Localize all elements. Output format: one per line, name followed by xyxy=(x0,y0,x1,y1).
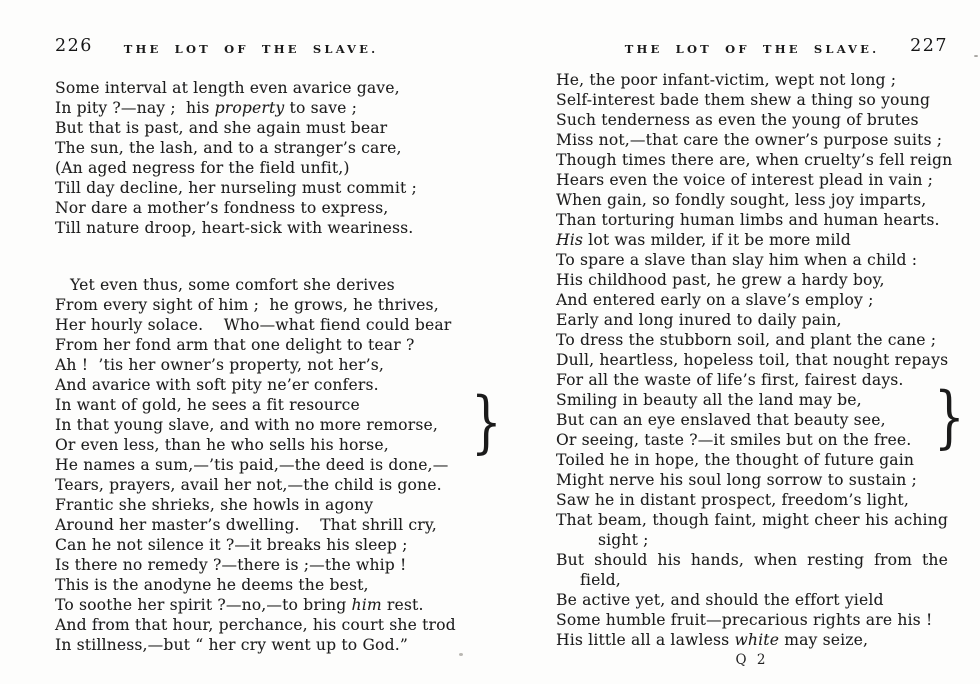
page-right-header xyxy=(556,36,948,60)
scan-speck xyxy=(459,653,463,656)
poem-line: Though times there are, when cruelty’s fell reign xyxy=(556,151,953,169)
page-number-left: 226 xyxy=(55,36,93,56)
poem-line: His little all a lawless white may seize, xyxy=(556,631,869,649)
poem-line: To soothe her spirit ?—no,—to bring him rest. xyxy=(55,596,424,614)
poem-line: Dull, heartless, hopeless toil, that nought repays xyxy=(556,351,949,369)
poem-line: Tears, prayers, avail her not,—the child is gone. xyxy=(55,476,442,494)
poem-line: Such tenderness as even the young of brutes xyxy=(556,111,919,129)
poem-line: From every sight of him ; he grows, he thrives, xyxy=(55,296,439,314)
stanza xyxy=(55,78,483,238)
stanza xyxy=(556,70,965,650)
poem-line: Nor dare a mother’s fondness to express, xyxy=(55,199,389,217)
poem-line: To spare a slave than slay him when a child : xyxy=(556,251,918,269)
poem-line: Yet even thus, some comfort she derives xyxy=(70,276,395,294)
poem-line: When gain, so fondly sought, less joy imparts, xyxy=(556,191,927,209)
poem-line: Till nature droop, heart-sick with weariness. xyxy=(55,219,414,237)
poem-line: The sun, the lash, and to a stranger’s care, xyxy=(55,139,402,157)
stanza xyxy=(55,275,502,655)
poem-line: Or seeing, taste ?—it smiles but on the free. xyxy=(556,431,912,449)
page-right xyxy=(556,36,965,670)
poem-line: Hears even the voice of interest plead in vain ; xyxy=(556,171,934,189)
poem-line: Till day decline, her nurseling must commit ; xyxy=(55,179,417,197)
signature-mark: Q 2 xyxy=(735,652,769,668)
poem-line: He names a sum,—’tis paid,—the deed is done,— xyxy=(55,456,449,474)
page-left xyxy=(55,36,502,655)
poem-line: In pity ?—nay ; his property to save ; xyxy=(55,99,358,117)
poem-line: Some humble fruit—precarious rights are his ! xyxy=(556,611,933,629)
poem-line: To dress the stubborn soil, and plant the cane ; xyxy=(556,331,937,349)
poem-line: Ah ! ’tis her owner’s property, not her’s, xyxy=(55,356,385,374)
poem-line: Saw he in distant prospect, freedom’s light, xyxy=(556,491,909,509)
poem-line: That beam, though faint, might cheer his aching xyxy=(556,511,948,529)
poem-line: But that is past, and she again must bear xyxy=(55,119,388,137)
poem-line: This is the anodyne he deems the best, xyxy=(55,576,369,594)
poem-line: field, xyxy=(580,571,621,589)
poem-line: Some interval at length even avarice gave, xyxy=(55,79,400,97)
poem-line: From her fond arm that one delight to tear ? xyxy=(55,336,415,354)
running-head-left: THE LOT OF THE SLAVE. xyxy=(123,42,379,56)
poem-line: Be active yet, and should the effort yield xyxy=(556,591,884,609)
poem-line: Smiling in beauty all the land may be, xyxy=(556,391,862,409)
poem-line: But can an eye enslaved that beauty see, xyxy=(556,411,886,429)
poem-line: Might nerve his soul long sorrow to sustain ; xyxy=(556,471,917,489)
poem-line: In want of gold, he sees a fit resource xyxy=(55,396,360,414)
grouping-brace: } xyxy=(470,383,502,461)
poem-line: Frantic she shrieks, she howls in agony xyxy=(55,496,374,514)
poem-line: Her hourly solace. Who—what fiend could bear xyxy=(55,316,452,334)
poem-line: Can he not silence it ?—it breaks his sleep ; xyxy=(55,536,408,554)
poem-line: In that young slave, and with no more remorse, xyxy=(55,416,438,434)
poem-line: And from that hour, perchance, his court she trod xyxy=(55,616,456,634)
poem-line: But should his hands, when resting from the xyxy=(556,551,948,569)
poem-line: Or even less, than he who sells his horse, xyxy=(55,436,389,454)
poem-line: Toiled he in hope, the thought of future gain xyxy=(556,451,915,469)
scan-speck xyxy=(974,55,978,57)
poem-line: Early and long inured to daily pain, xyxy=(556,311,842,329)
poem-line: sight ; xyxy=(598,531,649,549)
poem-line: Around her master’s dwelling. That shrill cry, xyxy=(55,516,437,534)
poem-body-left xyxy=(55,78,502,655)
poem-body-right xyxy=(556,70,965,650)
running-head-right: THE LOT OF THE SLAVE. xyxy=(624,42,880,56)
grouping-brace: } xyxy=(933,378,965,456)
page-number-right: 227 xyxy=(910,36,948,56)
poem-line: Self-interest bade them shew a thing so young xyxy=(556,91,931,109)
poem-line: And avarice with soft pity ne’er confers. xyxy=(55,376,379,394)
page-left-header xyxy=(55,36,483,60)
poem-line: His lot was milder, if it be more mild xyxy=(556,231,851,249)
poem-line: In stillness,—but “ her cry went up to God.” xyxy=(55,636,408,654)
poem-line: And entered early on a slave’s employ ; xyxy=(556,291,874,309)
poem-line: (An aged negress for the field unfit,) xyxy=(55,159,350,177)
poem-line: Miss not,—that care the owner’s purpose suits ; xyxy=(556,131,943,149)
poem-line: He, the poor infant-victim, wept not long ; xyxy=(556,71,897,89)
poem-line: His childhood past, he grew a hardy boy, xyxy=(556,271,885,289)
poem-line: Than torturing human limbs and human hearts. xyxy=(556,211,940,229)
poem-line: For all the waste of life’s first, fairest days. xyxy=(556,371,904,389)
poem-line: Is there no remedy ?—there is ;—the whip ! xyxy=(55,556,407,574)
